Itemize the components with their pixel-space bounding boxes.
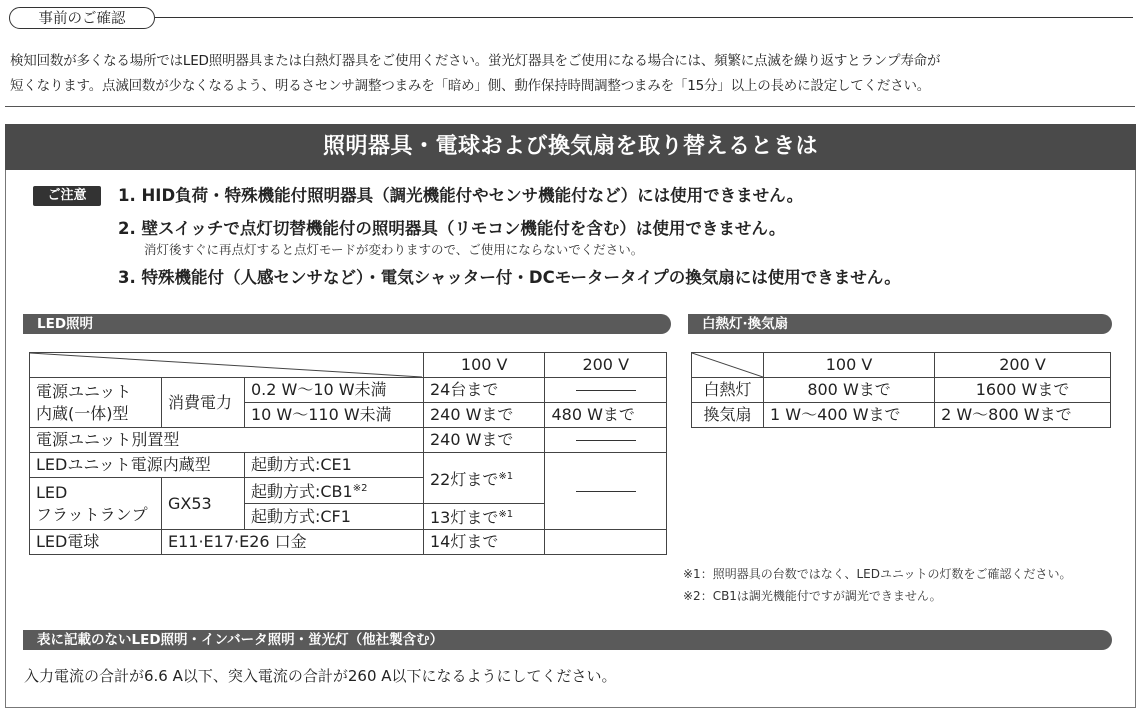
intro-line-1: 検知回数が多くなる場所ではLED照明器具または白熱灯器具をご使用ください。蛍光灯器具をご使用になる場合には、頻繁に点滅を繰り返すとランプ寿命が (10, 53, 941, 69)
bulb-base: E11·E17·E26 口金 (161, 530, 423, 555)
start-cb1-mark: ※2 (352, 483, 368, 494)
unit-builtin-line2: 内蔵(一体)型 (36, 403, 129, 423)
incandescent-label: 白熱灯 (692, 378, 764, 403)
corner-cell (692, 353, 764, 378)
corner-cell (30, 353, 424, 378)
power-label: 消費電力 (161, 378, 244, 428)
table-row (692, 353, 1111, 378)
main-title: 照明器具・電球および換気扇を取り替えるときは (5, 124, 1136, 170)
led-unit-builtin: LEDユニット電源内蔵型 (30, 453, 245, 478)
header-100v: 100 V (423, 353, 545, 378)
other-section-text: 入力電流の合計が6.6 A以下、突入電流の合計が260 A以下になるようにしてください。 (24, 667, 617, 685)
table-row (692, 378, 1111, 403)
footnote-2: ※2：CB1は調光機能付ですが調光できません。 (683, 589, 942, 603)
lamps-13-mark: ※1 (498, 509, 514, 520)
range-low-200v (545, 378, 667, 403)
lamps-13-cell (423, 504, 545, 530)
range-low: 0.2 W〜10 W未満 (244, 378, 423, 403)
fan-100v: 1 W〜400 Wまで (764, 403, 935, 428)
intro-text (10, 49, 1135, 99)
lamps-13: 13灯まで (429, 508, 499, 527)
bulb-100v: 14灯まで (423, 530, 545, 555)
bulb: LED電球 (30, 530, 162, 555)
caution-item-2: 2. 壁スイッチで点灯切替機能付の照明器具（リモコン機能付を含む）は使用できません。 (118, 219, 786, 238)
incandescent-100v: 800 Wまで (764, 378, 935, 403)
diagonal-line (692, 353, 763, 377)
table-row (30, 428, 667, 453)
range-high-200v: 480 Wまで (545, 403, 667, 428)
caution-item-2-note: 消灯後すぐに再点灯すると点灯モードが変わりますので、ご使用にならないでください。 (144, 242, 644, 257)
dash-mark (576, 440, 636, 441)
footnote-1: ※1：照明器具の台数ではなく、LEDユニットの灯数をご確認ください。 (683, 567, 1072, 581)
dash-mark (576, 390, 636, 391)
section-divider (5, 106, 1135, 107)
incandescent-section-heading: 白熱灯·換気扇 (688, 314, 1112, 334)
range-high-100v: 240 Wまで (423, 403, 545, 428)
intro-line-2: 短くなります。点滅回数が少なくなるよう、明るさセンサ調整つまみを「暗め」側、動作保持時間調整つまみを「15分」以上の長めに設定してください。 (10, 78, 931, 94)
separate-100v: 240 Wまで (423, 428, 545, 453)
separate-unit: 電源ユニット別置型 (30, 428, 424, 453)
diagonal-line (30, 353, 422, 377)
header-200v: 200 V (935, 353, 1111, 378)
led-table (29, 352, 667, 555)
start-cb1-cell (244, 478, 423, 504)
incandescent-200v: 1600 Wまで (935, 378, 1111, 403)
range-high: 10 W〜110 W未満 (244, 403, 423, 428)
caution-item-1: 1. HID負荷・特殊機能付照明器具（調光機能付やセンサ機能付など）には使用できません。 (118, 186, 804, 205)
unit-builtin-line1: 電源ユニット (36, 381, 132, 401)
pre-check-title: 事前のご確認 (9, 7, 155, 29)
table-row (30, 353, 667, 378)
caution-badge: ご注意 (33, 186, 101, 206)
lamps-22-mark: ※1 (498, 470, 514, 482)
header-200v: 200 V (545, 353, 667, 378)
lamps-22-cell (423, 453, 545, 504)
flat-lamp-line2: フラットランプ (36, 504, 148, 524)
header-100v: 100 V (764, 353, 935, 378)
fan-200v: 2 W〜800 Wまで (935, 403, 1111, 428)
table-row (30, 530, 667, 555)
bulb-200v (545, 530, 667, 555)
lamps-200v (545, 453, 667, 530)
table-row (30, 378, 667, 403)
table-row (30, 453, 667, 478)
start-cb1: 起動方式:CB1 (250, 482, 353, 501)
start-ce1: 起動方式:CE1 (244, 453, 423, 478)
other-section-heading: 表に記載のないLED照明・インバータ照明・蛍光灯（他社製含む） (23, 630, 1112, 650)
table-row (692, 403, 1111, 428)
dash-mark (576, 491, 636, 492)
flat-lamp-cell (30, 478, 162, 530)
separate-200v (545, 428, 667, 453)
flat-lamp-line1: LED (36, 482, 68, 502)
start-cf1: 起動方式:CF1 (244, 504, 423, 530)
caution-item-3: 3. 特殊機能付（人感センサなど）・電気シャッター付・DCモータータイプの換気扇には使用できません。 (118, 268, 901, 287)
range-low-100v: 24台まで (423, 378, 545, 403)
lamps-22: 22灯まで (429, 469, 499, 489)
header-rule (155, 17, 1133, 18)
led-section-heading: LED照明 (23, 314, 671, 334)
unit-builtin-cell (30, 378, 162, 428)
incandescent-table (691, 352, 1111, 428)
fan-label: 換気扇 (692, 403, 764, 428)
gx53: GX53 (161, 478, 244, 530)
